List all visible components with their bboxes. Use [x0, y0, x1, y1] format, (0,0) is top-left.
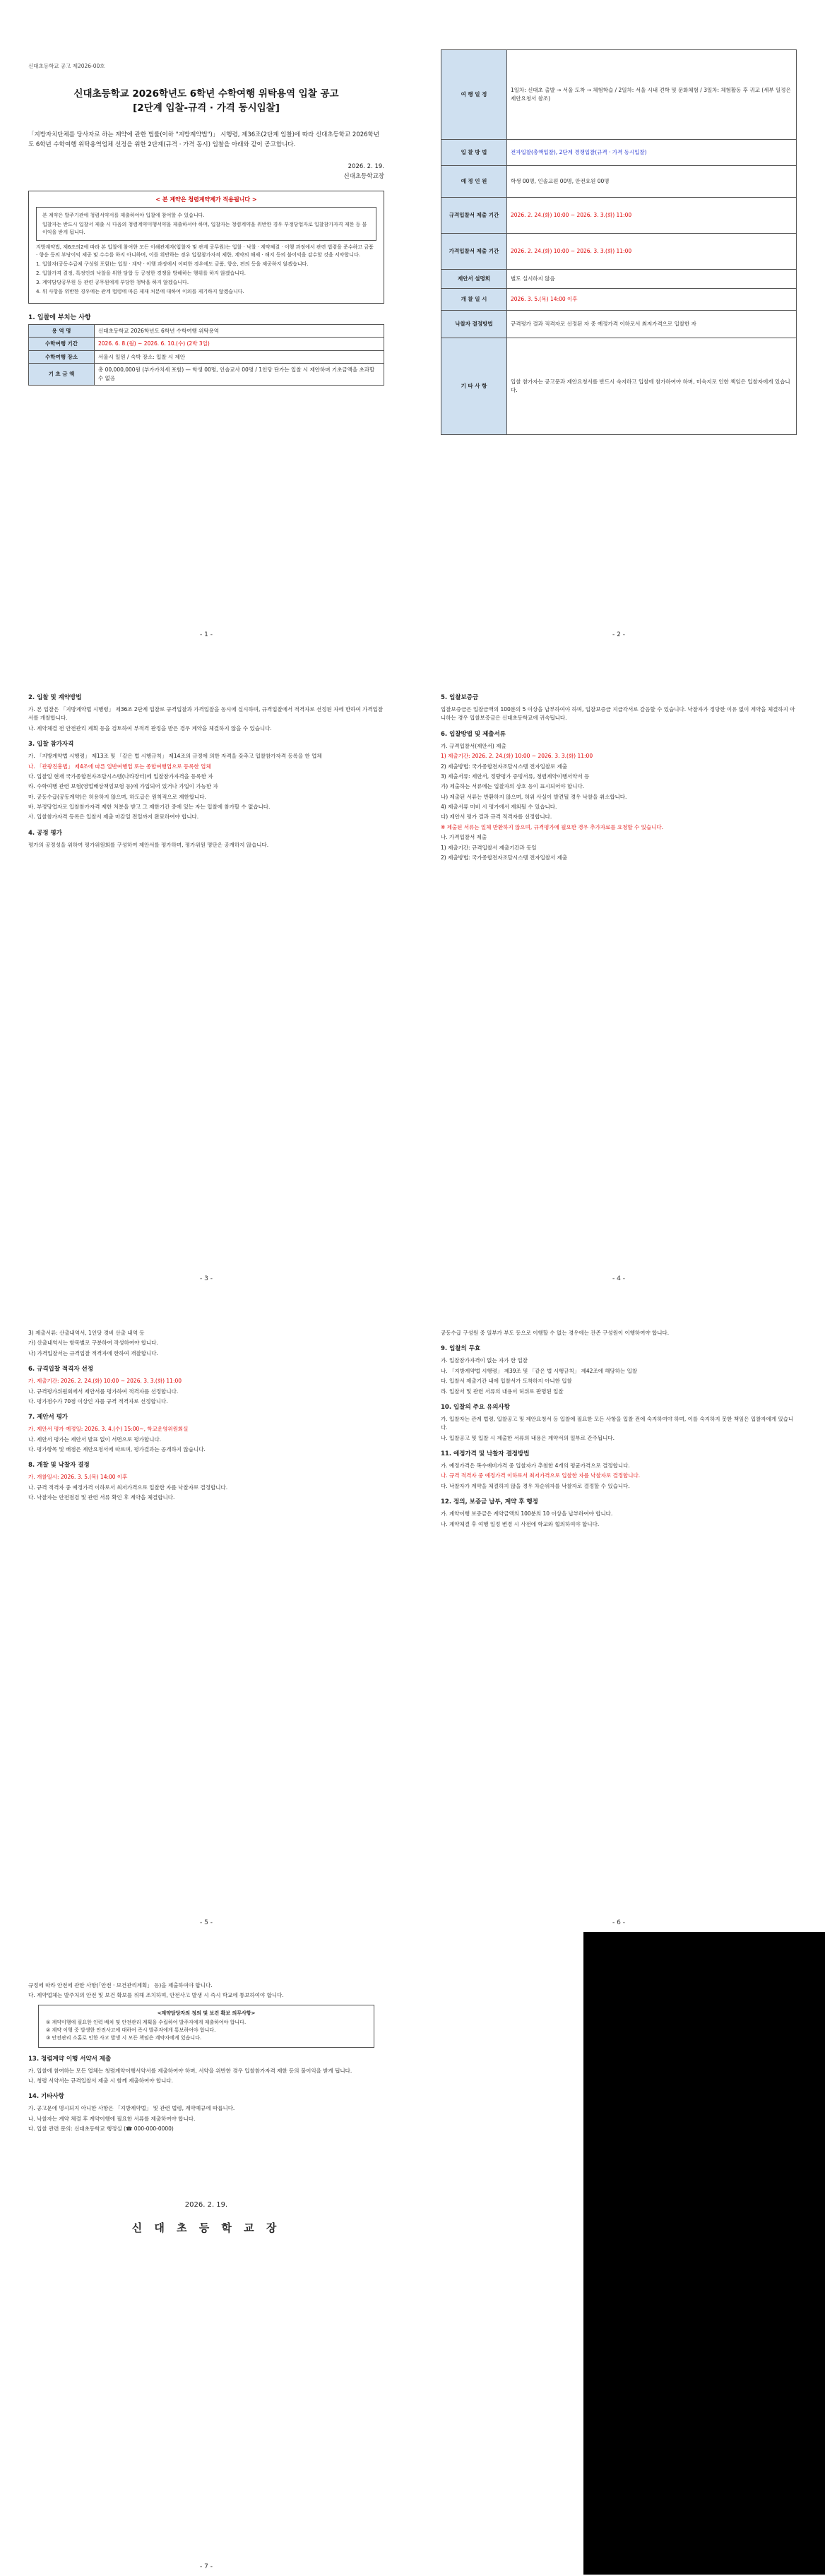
integrity-body-line: 2. 입찰가격 결정, 특정인의 낙찰을 위한 담합 등 공정한 경쟁을 방해하는 행위를 하지 않겠습니다. [36, 270, 247, 277]
row-label: 수학여행 기간 [29, 338, 95, 351]
section-heading: 6. 규격입찰 적격자 선정 [28, 1366, 93, 1373]
document-page-4 [412, 644, 825, 1288]
section-heading: 10. 입찰의 주요 유의사항 [441, 1403, 510, 1411]
body-line: 나. 제안서 평가는 제안서 발표 없이 서면으로 평가합니다. [28, 1436, 162, 1443]
section-heading: 4. 공정 평가 [28, 829, 62, 837]
intro-paragraph: 「지방자치단체를 당사자로 하는 계약에 관한 법률(이하 "지방계약법")」 시행령, 제36조(2단계 입찰)에 따라 신대초등학교 2026학년도 6학년 수학여행 위탁용역업체 선정을 위한 2단계(규격 · 가격 동시) 입찰을 아래와 같이 공고합니다. [28, 131, 379, 148]
body-line: 바. 부정당업자로 입찰참가자격 제한 처분을 받고 그 제한기간 중에 있는 자는 입찰에 참가할 수 없습니다. [28, 804, 271, 811]
body-line: 가. 제출기간: 2026. 2. 24.(화) 10:00 ~ 2026. 3. 3.(화) 11:00 [28, 1378, 182, 1385]
body-line: 나. 청렴 서약서는 규격입찰서 제출 시 함께 제출하여야 합니다. [28, 2077, 173, 2084]
body-line: 다. 평가점수가 70점 이상인 자를 규격 적격자로 선정합니다. [28, 1397, 168, 1405]
body-line: 다. 입찰 관련 문의: 신대초등학교 행정실 (☎ 000-000-0000) [28, 2125, 174, 2133]
row-label: 낙찰자 결정방법 [441, 311, 507, 338]
body-line: 가. 제안서 평가 예정일: 2026. 3. 4.(수) 15:00~, 학교운영위원회실 [28, 1426, 189, 1433]
body-line: 4) 제출서류 미비 시 평가에서 제외될 수 있습니다. [441, 804, 557, 811]
body-line: 마. 공동수급(공동계약)은 허용하지 않으며, 하도급은 원칙적으로 제한합니다. [28, 793, 206, 800]
body-line: 가. 「지방계약법 시행령」 제13조 및 「같은 법 시행규칙」 제14조의 규정에 의한 자격을 갖추고 입찰참가자격 등록을 한 업체 [28, 753, 322, 760]
page-body [441, 1329, 797, 1529]
row-value: 전자입찰(총액입찰), 2단계 경쟁입찰(규격 · 가격 동시입찰) [507, 140, 797, 166]
row-label: 기 타 사 항 [441, 338, 507, 435]
table-row [441, 289, 797, 311]
row-label: 가격입찰서 제출 기간 [441, 234, 507, 270]
page-number: - 4 - [612, 1275, 625, 1282]
row-label: 예 정 인 원 [441, 166, 507, 198]
body-line: 3) 제출서류: 제안서, 정량평가 증빙서류, 청렴계약이행서약서 등 [441, 773, 590, 780]
page-body [28, 693, 384, 849]
section-heading: 13. 청렴계약 이행 서약서 제출 [28, 2055, 112, 2063]
table-row [441, 166, 797, 198]
row-value: 학생 00명, 인솔교원 00명, 안전요원 00명 [507, 166, 797, 198]
bid-details-table [441, 49, 797, 435]
table-row [441, 338, 797, 435]
row-value: 2026. 2. 24.(화) 10:00 ~ 2026. 3. 3.(화) 11:00 [507, 234, 797, 270]
table-row [441, 270, 797, 289]
table-row [441, 140, 797, 166]
row-value: 신대초등학교 2026학년도 6학년 수학여행 위탁용역 [95, 324, 384, 338]
document-subtitle: [2단계 입찰-규격 · 가격 동시입찰] [133, 102, 280, 114]
page-number: - 7 - [200, 2563, 213, 2570]
body-line: 다. 평가항목 및 배점은 제안요청서에 따르며, 평가결과는 공개하지 않습니다. [28, 1446, 206, 1453]
page-number: - 2 - [612, 631, 625, 638]
page-number: - 3 - [200, 1275, 213, 1282]
table-row [29, 338, 384, 351]
section-heading: 5. 입찰보증금 [441, 694, 479, 701]
section-heading: 12. 정의, 보증금 납부, 계약 후 행정 [441, 1498, 538, 1506]
body-line: 나. 규격 적격자 중 예정가격 이하로서 최저가격으로 입찰한 자를 낙찰자로 결정합니다. [441, 1472, 641, 1479]
issue-date: 2026. 2. 19. [348, 163, 384, 171]
row-label: 기 초 금 액 [29, 364, 95, 385]
row-label: 수학여행 장소 [29, 350, 95, 364]
body-line: 가. 입찰자는 관계 법령, 입찰공고 및 제안요청서 등 입찰에 필요한 모든 사항을 입찰 전에 숙지하여야 하며, 이를 숙지하지 못한 책임은 입찰자에게 있습니다. [441, 1415, 794, 1431]
row-value: 1일차: 신대초 출발 → 서울 도착 → 체험학습 / 2일차: 서울 시내 견학 및 문화체험 / 3일차: 체험활동 후 귀교 (세부 일정은 제안요청서 참조) [507, 50, 797, 140]
page-body [28, 1329, 384, 1503]
document-title: 신대초등학교 2026학년도 6학년 수학여행 위탁용역 입찰 공고 [73, 88, 339, 100]
table-row [441, 198, 797, 234]
row-label: 개 찰 일 시 [441, 289, 507, 311]
table-row [441, 234, 797, 270]
obligation-box [38, 2005, 374, 2048]
row-label: 입 찰 방 법 [441, 140, 507, 166]
integrity-body-line: 지방계약법, 제6조의2에 따라 본 입찰에 참여한 모든 이해관계자(입찰자 및 관계 공무원)는 입찰 · 낙찰 · 계약체결 · 이행 과정에서 관련 법령을 준수하고 금품 · 향응 등의 부당이익 제공 및 수수를 하지 아니하며, 이를 위반하는 경우 입찰참가자격 제한, 계약의 해제 · 해지 등의 불이익을 감수할 것을 서약합니다. [36, 244, 374, 258]
row-value: 별도 실시하지 않음 [507, 270, 797, 289]
body-line: 가. 본 입찰은 「지방계약법 시행령」 제36조 2단계 입찰로 규격입찰과 가격입찰을 동시에 실시하며, 규격입찰에서 적격자로 선정된 자에 한하여 가격입찰서를 개찰합니다. [28, 706, 384, 722]
table-row [441, 311, 797, 338]
issue-block [28, 162, 384, 181]
row-value: 입찰 참가자는 공고문과 제안요청서를 반드시 숙지하고 입찰에 참가하여야 하며, 미숙지로 인한 책임은 입찰자에게 있습니다. [507, 338, 797, 435]
body-line: 1) 제출기간: 규격입찰서 제출기간과 동일 [441, 844, 537, 851]
body-line: ※ 제출된 서류는 일체 반환하지 않으며, 규격평가에 필요한 경우 추가자료를 요청할 수 있습니다. [441, 823, 663, 830]
integrity-notice-box [28, 191, 384, 304]
bid-items-table [28, 324, 384, 386]
page-body [441, 693, 797, 862]
body-line: 다. 입찰서 제출기간 내에 입찰서가 도착하지 아니한 입찰 [441, 1378, 572, 1385]
body-line: 가. 입찰에 참여하는 모든 업체는 청렴계약이행서약서를 제출하여야 하며, 서약을 위반한 경우 입찰참가자격 제한 등의 불이익을 받게 됩니다. [28, 2067, 352, 2074]
document-page-1 [0, 0, 412, 644]
body-line: 2) 제출방법: 국가종합전자조달시스템 전자입찰서 제출 [441, 854, 568, 861]
document-page-7 [0, 1932, 412, 2576]
table-row [29, 350, 384, 364]
section-heading: 9. 입찰의 무효 [441, 1345, 481, 1353]
section-heading: 8. 개찰 및 낙찰자 결정 [28, 1462, 90, 1469]
section-heading: 3. 입찰 참가자격 [28, 741, 74, 749]
body-line: 라. 입찰서 및 관련 서류의 내용이 허위로 판명된 입찰 [441, 1388, 564, 1395]
obligation-line: ① 계약이행에 필요한 인력 배치 및 안전관리 계획을 수립하여 발주자에게 제출하여야 합니다. [46, 2019, 247, 2025]
body-line: 다. 계약업체는 발주처의 안전 및 보건 확보를 위해 조치하며, 안전사고 발생 시 즉시 학교에 통보하여야 합니다. [28, 1992, 284, 1999]
body-line: 나. 규격 적격자 중 예정가격 이하로서 최저가격으로 입찰한 자를 낙찰자로 결정합니다. [28, 1484, 228, 1491]
integrity-notice-title: < 본 계약은 청렴계약제가 적용됩니다 > [155, 196, 257, 203]
body-line: 가) 산출내역서는 항목별로 구분하여 작성하여야 합니다. [28, 1340, 158, 1347]
blank-black-area [583, 1932, 825, 2575]
body-line: 나. 계약체결 전 안전관리 계획 등을 검토하여 부적격 판정을 받은 경우 계약을 체결하지 않을 수 있습니다. [28, 724, 272, 732]
body-line: 공동수급 구성원 중 일부가 부도 등으로 이행할 수 없는 경우에는 잔존 구성원이 이행하여야 합니다. [441, 1330, 670, 1336]
body-line: 다) 제안서 평가 결과 규격 적격자를 선정합니다. [441, 813, 552, 821]
integrity-body-line: 3. 계약담당공무원 등 관련 공무원에게 부당한 청탁을 하지 않겠습니다. [36, 279, 189, 285]
body-line: 나) 제출된 서류는 반환하지 않으며, 허위 사실이 발견될 경우 낙찰을 취소합니다. [441, 793, 627, 800]
section-heading: 2. 입찰 및 계약방법 [28, 694, 82, 701]
row-label: 용 역 명 [29, 324, 95, 338]
body-line: 나. 계약체결 후 여행 일정 변경 시 사전에 학교와 협의하여야 합니다. [441, 1520, 600, 1527]
obligation-line: ③ 안전관리 소홀로 인한 사고 발생 시 모든 책임은 계약자에게 있습니다. [46, 2035, 202, 2041]
row-value: 서울시 일원 / 숙박 장소: 입찰 시 제안 [95, 350, 384, 364]
body-line: 나. 「지방계약법 시행령」 제39조 및 「같은 법 시행규칙」 제42조에 해당하는 입찰 [441, 1367, 638, 1374]
row-value: 규격평가 결과 적격자로 선정된 자 중 예정가격 이하로서 최저가격으로 입찰한 자 [507, 311, 797, 338]
body-line: 다. 낙찰자는 안전점검 및 관련 서류 확인 후 계약을 체결합니다. [28, 1494, 175, 1501]
section-heading: 1. 입찰에 부치는 사항 [28, 314, 91, 321]
body-line: 평가의 공정성을 위하여 평가위원회를 구성하여 제안서를 평가하며, 평가위원 명단은 공개하지 않습니다. [28, 841, 269, 848]
body-line: 나. 낙찰자는 계약 체결 후 계약이행에 필요한 서류를 제출하여야 합니다. [28, 2115, 196, 2122]
body-line: 가. 예정가격은 복수예비가격 중 입찰자가 추첨한 4개의 평균가격으로 결정합니다. [441, 1462, 630, 1469]
body-line: 2) 제출방법: 국가종합전자조달시스템 전자입찰로 제출 [441, 763, 568, 770]
body-line: 다. 낙찰자가 계약을 체결하지 않을 경우 차순위자를 낙찰자로 결정할 수 있습니다. [441, 1482, 630, 1489]
row-label: 제안서 설명회 [441, 270, 507, 289]
document-page-6 [412, 1288, 825, 1932]
obligation-line: ② 계약 이행 중 발생한 안전사고에 대하여 즉시 발주자에게 통보하여야 합니다. [46, 2027, 216, 2034]
body-line: 나) 가격입찰서는 규격입찰 적격자에 한하여 개찰합니다. [28, 1349, 158, 1356]
body-line: 가. 계약이행 보증금은 계약금액의 100분의 10 이상을 납부하여야 합니다. [441, 1510, 613, 1517]
body-line: 나. 「관광진흥법」 제4조에 따른 일반여행업 또는 종합여행업으로 등록한 업체 [28, 763, 211, 770]
row-value: 2026. 6. 8.(월) ~ 2026. 6. 10.(수) (2박 3일) [95, 338, 384, 351]
body-line: 나. 가격입찰서 제출 [441, 834, 487, 841]
body-line: 라. 수학여행 관련 보험(영업배상책임보험 등)에 가입되어 있거나 가입이 가능한 자 [28, 783, 218, 790]
signature-date: 2026. 2. 19. [184, 2201, 228, 2210]
integrity-body-line: 4. 위 사항을 위반한 경우에는 관계 법령에 따른 제재 처분에 대하여 이의를 제기하지 않겠습니다. [36, 288, 244, 294]
body-line: 다. 입찰일 현재 국가종합전자조달시스템(나라장터)에 입찰참가자격을 등록한 자 [28, 773, 213, 780]
row-label: 여 행 일 정 [441, 50, 507, 140]
obligation-box-title: <계약담당자의 정의 및 보건 확보 의무사항> [157, 2010, 256, 2016]
section-heading: 14. 기타사항 [28, 2093, 64, 2101]
notice-number: 신대초등학교 공고 제2026-00호 [28, 63, 105, 69]
table-row [29, 324, 384, 338]
section-heading: 6. 입찰방법 및 제출서류 [441, 730, 506, 738]
page-number: - 5 - [200, 1919, 213, 1926]
row-value: 2026. 2. 24.(화) 10:00 ~ 2026. 3. 3.(화) 11:00 [507, 198, 797, 234]
integrity-highlight-line: 입찰자는 반드시 입찰서 제출 시 다음의 청렴계약이행서약을 제출하셔야 하며, 입찰자는 청렴계약을 위반한 경우 부정당업자로 입찰참가자격 제한 등 불이익을 받게 됩니다. [42, 221, 367, 235]
body-line: 입찰보증금은 입찰금액의 100분의 5 이상을 납부하여야 하며, 입찰보증금 지급각서로 갈음할 수 있습니다. 낙찰자가 정당한 이유 없이 계약을 체결하지 아니하는 경우 입찰보증금은 신대초등학교에 귀속됩니다. [441, 706, 795, 722]
row-label: 규격입찰서 제출 기간 [441, 198, 507, 234]
body-line: 사. 입찰참가자격 등록은 입찰서 제출 마감일 전일까지 완료하여야 합니다. [28, 813, 199, 821]
body-line: 가. 규격입찰서(제안서) 제출 [441, 742, 506, 749]
body-line: 1) 제출기간: 2026. 2. 24.(화) 10:00 ~ 2026. 3. 3.(화) 11:00 [441, 753, 593, 760]
body-line: 가. 공고문에 명시되지 아니한 사항은 「지방계약법」 및 관련 법령, 계약예규에 따릅니다. [28, 2105, 235, 2112]
document-page-5 [0, 1288, 412, 1932]
page-body [28, 1981, 384, 2133]
body-line: 가) 제출하는 서류에는 입찰자의 상호 등이 표시되어야 합니다. [441, 783, 585, 790]
page-number: - 1 - [200, 631, 213, 638]
document-page-3 [0, 644, 412, 1288]
body-line: 규정에 따라 안전에 관한 사항(「안전 · 보건관리계획」 등)을 제출하여야 합니다. [28, 1982, 213, 1988]
page-number: - 6 - [612, 1919, 625, 1926]
table-row [29, 364, 384, 385]
body-line: 나. 규격평가위원회에서 제안서를 평가하여 적격자를 선정합니다. [28, 1388, 179, 1395]
document-page-2 [412, 0, 825, 644]
body-line: 3) 제출서류: 산출내역서, 1인당 경비 산출 내역 등 [28, 1330, 145, 1336]
table-row [441, 50, 797, 140]
body-line: 가. 개찰일시: 2026. 3. 5.(목) 14:00 이후 [28, 1474, 128, 1481]
integrity-highlight-box [36, 207, 376, 242]
section-heading: 7. 제안서 평가 [28, 1414, 69, 1421]
integrity-body-line: 1. 입찰자(공동수급체 구성원 포함)는 입찰 · 계약 · 이행 과정에서 어떠한 경우에도 금품, 향응, 편의 등을 제공하지 않겠습니다. [36, 261, 309, 268]
body-line: 가. 입찰참가자격이 없는 자가 한 입찰 [441, 1357, 528, 1364]
row-value: 총 00,000,000원 (부가가치세 포함) — 학생 00명, 인솔교사 00명 / 1인당 단가는 입찰 시 제안하며 기초금액을 초과할 수 없음 [95, 364, 384, 385]
row-value: 2026. 3. 5.(목) 14:00 이후 [507, 289, 797, 311]
body-line: 나. 입찰공고 및 입찰 시 제출한 서류의 내용은 계약서의 일부로 간주됩니다. [441, 1434, 615, 1441]
section-heading: 11. 예정가격 및 낙찰자 결정방법 [441, 1450, 530, 1458]
issuer: 신대초등학교장 [343, 172, 384, 180]
signature-principal: 신 대 초 등 학 교 장 [131, 2222, 281, 2235]
integrity-highlight-line: 본 계약은 발주기관에 청렴서약서를 제출하여야 입찰에 참여할 수 있습니다. [42, 212, 205, 218]
